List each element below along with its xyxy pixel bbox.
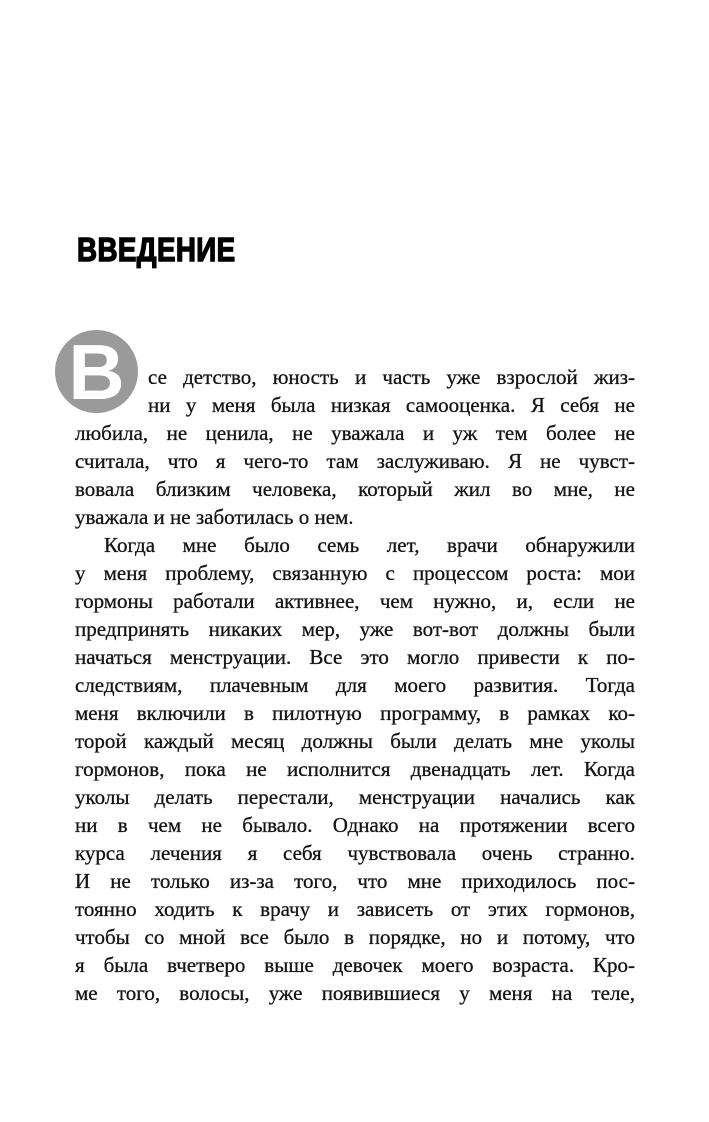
text-line: гормоны работали активнее, чем нужно, и, если не — [75, 589, 635, 613]
text-line: ме того, волосы, уже появившиеся у меня на теле, — [75, 981, 635, 1005]
text-line: я была вчетверо выше девочек моего возраста. Кро- — [75, 953, 635, 977]
text-line: уважала и не заботилась о нем. — [75, 505, 354, 529]
text-line: Когда мне было семь лет, врачи обнаружили — [104, 533, 635, 557]
text-line: И не только из-за того, что мне приходилось пос- — [75, 869, 635, 893]
text-line: считала, что я чего-то там заслуживаю. Я не чувст- — [75, 449, 635, 473]
text-line: следствиям, плачевным для моего развития. Тогда — [75, 673, 635, 697]
text-line: гормонов, пока не исполнится двенадцать лет. Когда — [75, 757, 635, 781]
text-line: курса лечения я себя чувствовала очень странно. — [75, 841, 635, 865]
text-line: тоянно ходить к врачу и зависеть от этих гормонов, — [75, 897, 635, 921]
text-line: торой каждый месяц должны были делать мне уколы — [75, 729, 635, 753]
text-line: чтобы со мной все было в порядке, но и потому, что — [75, 925, 635, 949]
text-line: у меня проблему, связанную с процессом роста: мои — [75, 561, 635, 585]
text-line: любила, не ценила, не уважала и уж тем более не — [75, 421, 635, 445]
text-line: уколы делать перестали, менструации начались как — [75, 785, 635, 809]
text-line: вовала близким человека, который жил во мне, не — [75, 477, 635, 501]
text-line: се детство, юность и часть уже взрослой жиз- — [148, 365, 635, 389]
text-line: ни у меня была низкая самооценка. Я себя не — [148, 393, 635, 417]
text-line: ни в чем не бывало. Однако на протяжении всего — [75, 813, 635, 837]
drop-cap-letter: В — [68, 327, 125, 416]
text-line: меня включили в пилотную программу, в рамках ко- — [75, 701, 635, 725]
body-text — [75, 363, 635, 1007]
chapter-heading: ВВЕДЕНИЕ — [77, 231, 236, 268]
text-line: начаться менструации. Все это могло привести к по- — [75, 645, 635, 669]
text-line: предпринять никаких мер, уже вот-вот должны были — [75, 617, 635, 641]
